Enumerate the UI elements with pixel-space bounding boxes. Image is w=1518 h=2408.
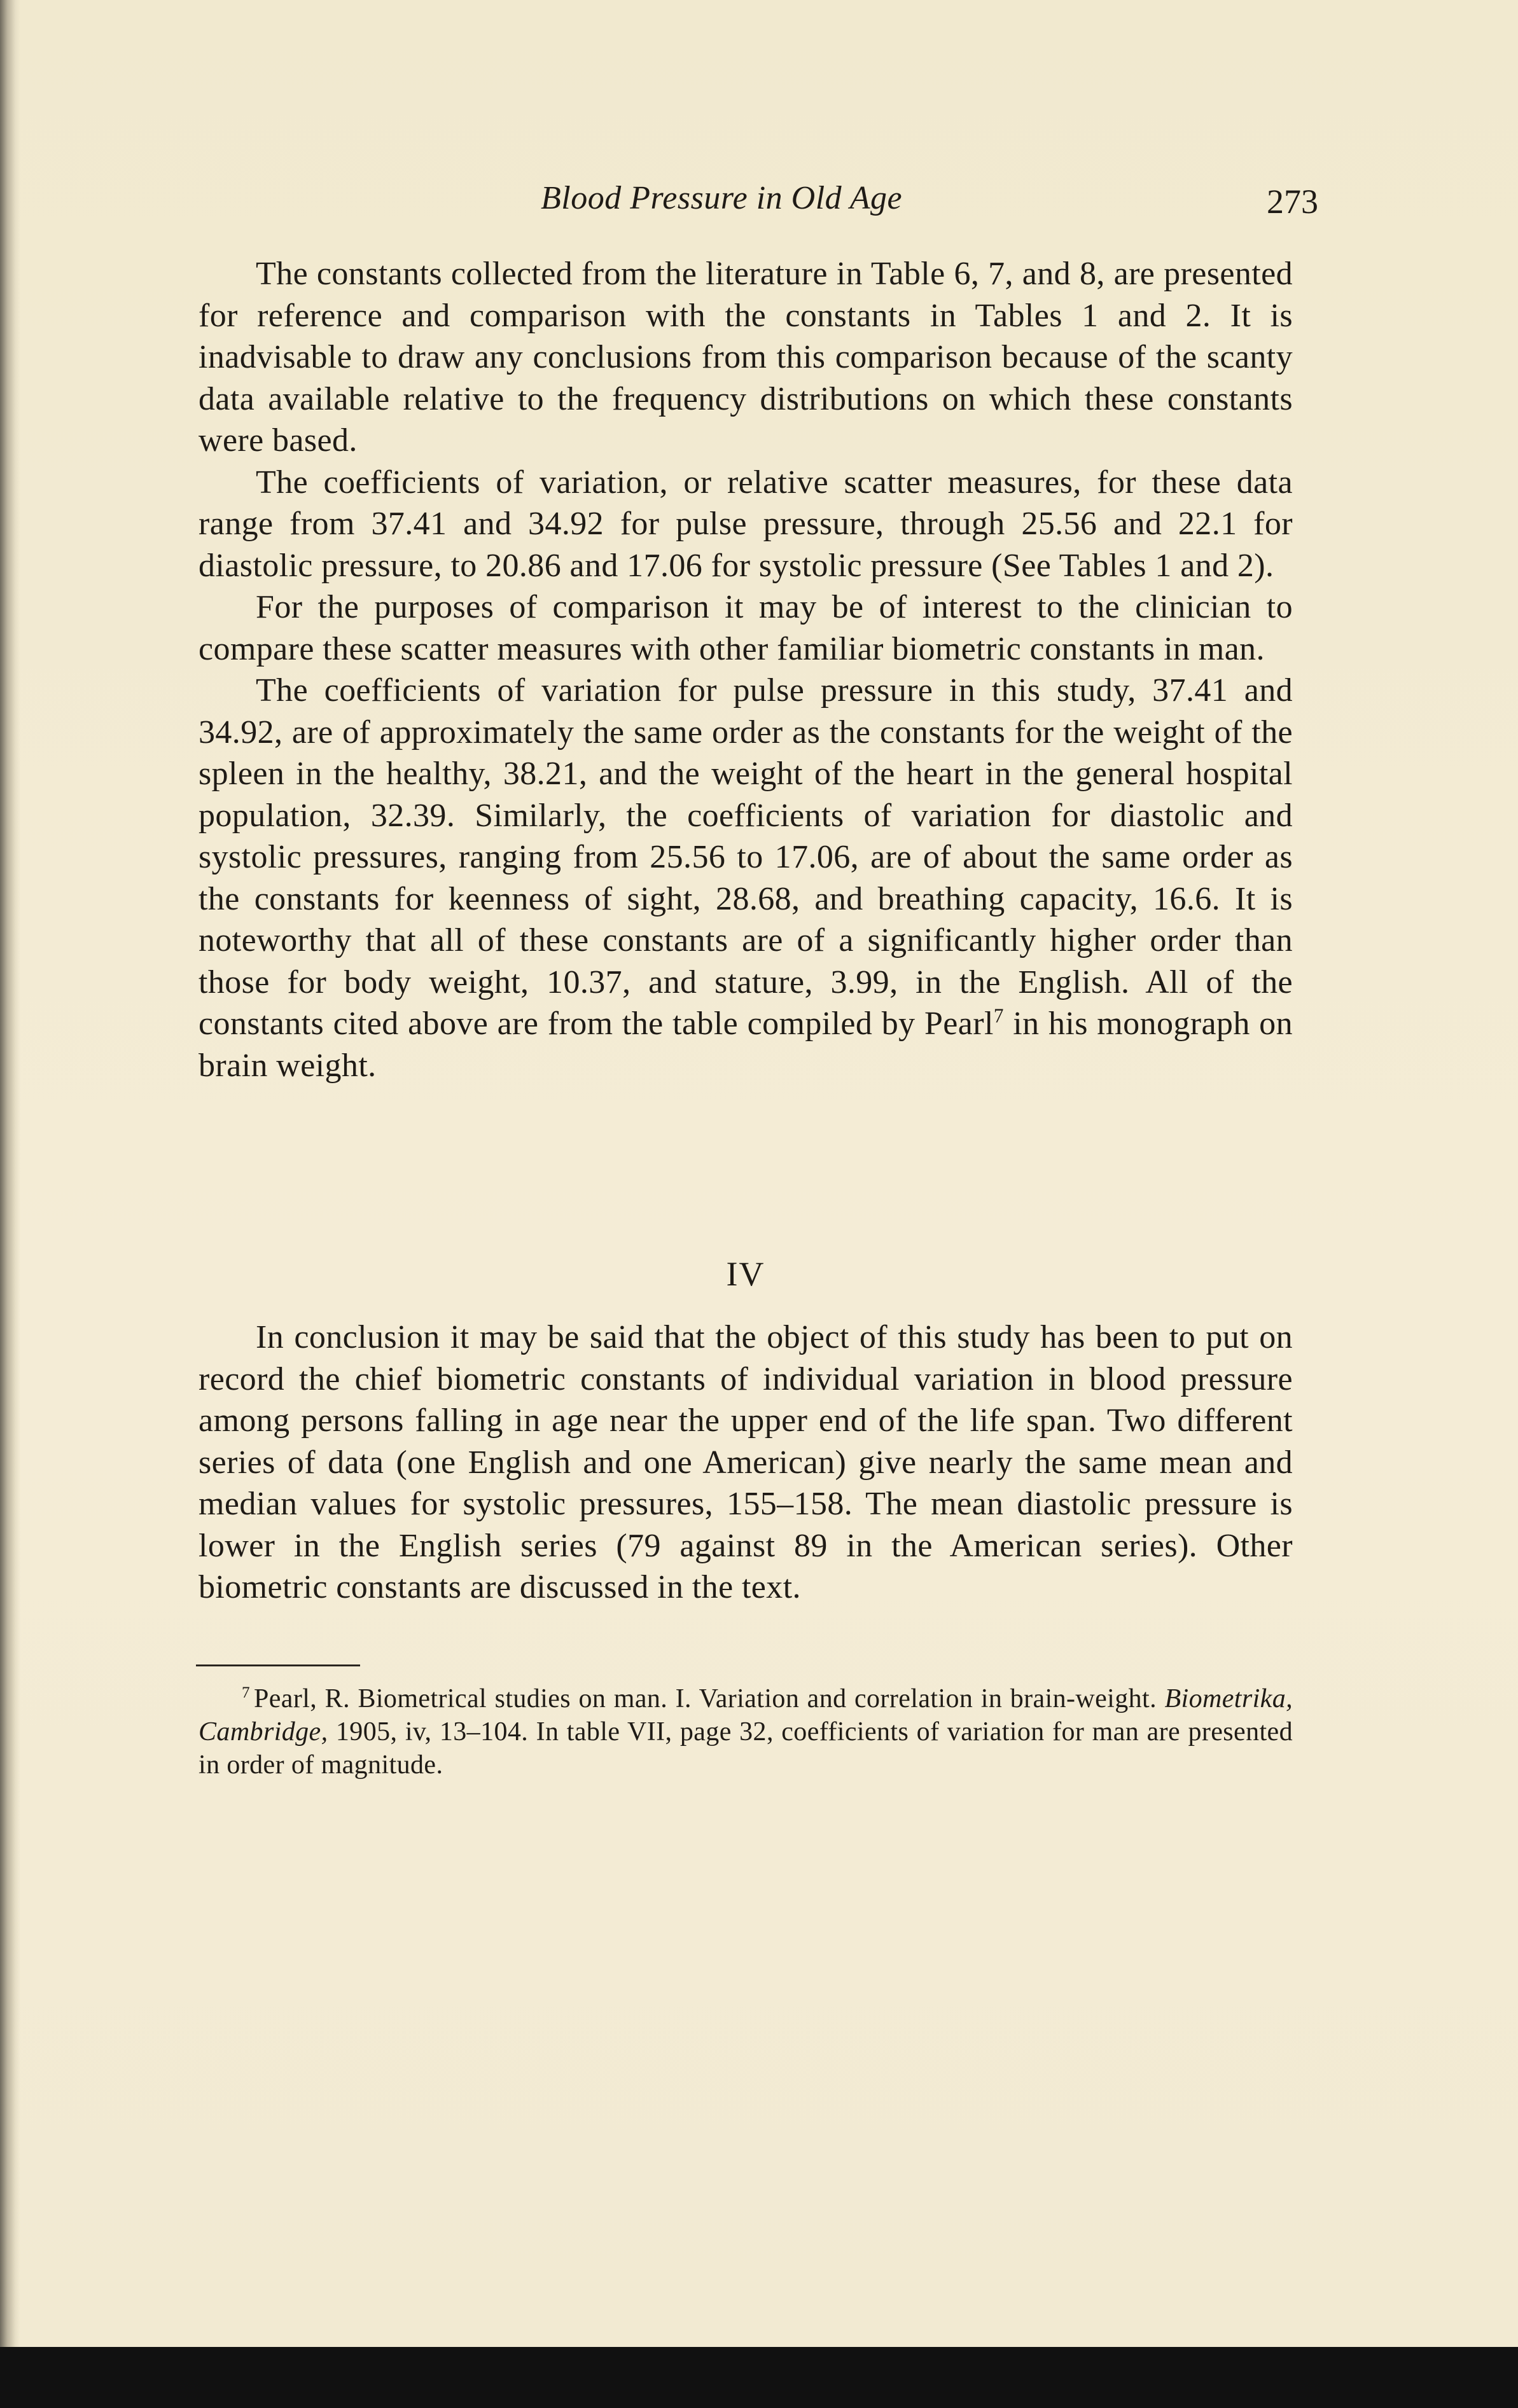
section-heading: IV xyxy=(726,1255,765,1293)
footnote-reference[interactable]: 7 xyxy=(993,1004,1004,1027)
paragraph: The coefficients of variation, or relative scatter measures, for these data range from 37.41 and 34.92 for pulse pressure, through 25.56 and 22.1 for diastolic pressure, to 20.86 and 17.06 for systolic pressure (See Tables 1 and 2). xyxy=(198,464,1293,584)
scan-bottom-edge xyxy=(0,2347,1518,2408)
binding-shadow xyxy=(0,0,20,2347)
footnote-journal: Biometrika, Cambridge, xyxy=(198,1684,1293,1747)
footnote-citation: Pearl, R. Biometrical studies on man. I. Variation and correlation in brain-weight. xyxy=(254,1684,1165,1713)
running-title: Blood Pressure in Old Age xyxy=(541,180,903,216)
paragraph: The constants collected from the literature in Table 6, 7, and 8, are presented for reference and comparison with the constants in Tables 1 and 2. It is inadvisable to draw any conclusions from this comparison because of the scanty data available relative to the frequency distributions on which these constants were based. xyxy=(198,256,1293,459)
body-text xyxy=(198,253,1293,1086)
paragraph-text: in his monograph on brain weight. xyxy=(198,1006,1293,1084)
conclusion-paragraph: In conclusion it may be said that the object of this study has been to put on record the chief biometric constants of individual variation in blood pressure among persons falling in age near the upper end of the life span. Two different series of data (one English and one American) give nearly the same mean and median values for systolic pressures, 155–158. The mean diastolic pressure is lower in the English series (79 against 89 in the American series). Other biometric constants are discussed in the text. xyxy=(198,1319,1293,1605)
paragraph-text: The coefficients of variation for pulse pressure in this study, 37.41 and 34.92, are of approximately the same order as the constants for the weight of the spleen in the healthy, 38.21, and the weight of the heart in the general hospital population, 32.39. Similarly, the coefficients of variation for diastolic and systolic pressures, ranging from 25.56 to 17.06, are of about the same order as the constants for keenness of sight, 28.68, and breathing capacity, 16.6. It is noteworthy that all of these constants are of a significantly higher order than those for body weight, 10.37, and stature, 3.99, in the English. All of the constants cited above are from the table compiled by Pearl xyxy=(198,672,1293,1042)
footnote-rule xyxy=(196,1664,360,1666)
footnote-marker: 7 xyxy=(242,1684,250,1701)
footnote-details: 1905, iv, 13–104. In table VII, page 32, coefficients of variation for man are presented in order of magnitude. xyxy=(198,1717,1293,1780)
footnote xyxy=(198,1682,1293,1782)
page-number: 273 xyxy=(1267,183,1318,221)
paragraph: For the purposes of comparison it may be of interest to the clinician to compare these scatter measures with other familiar biometric constants in man. xyxy=(198,589,1293,667)
paragraph xyxy=(198,670,1293,1086)
